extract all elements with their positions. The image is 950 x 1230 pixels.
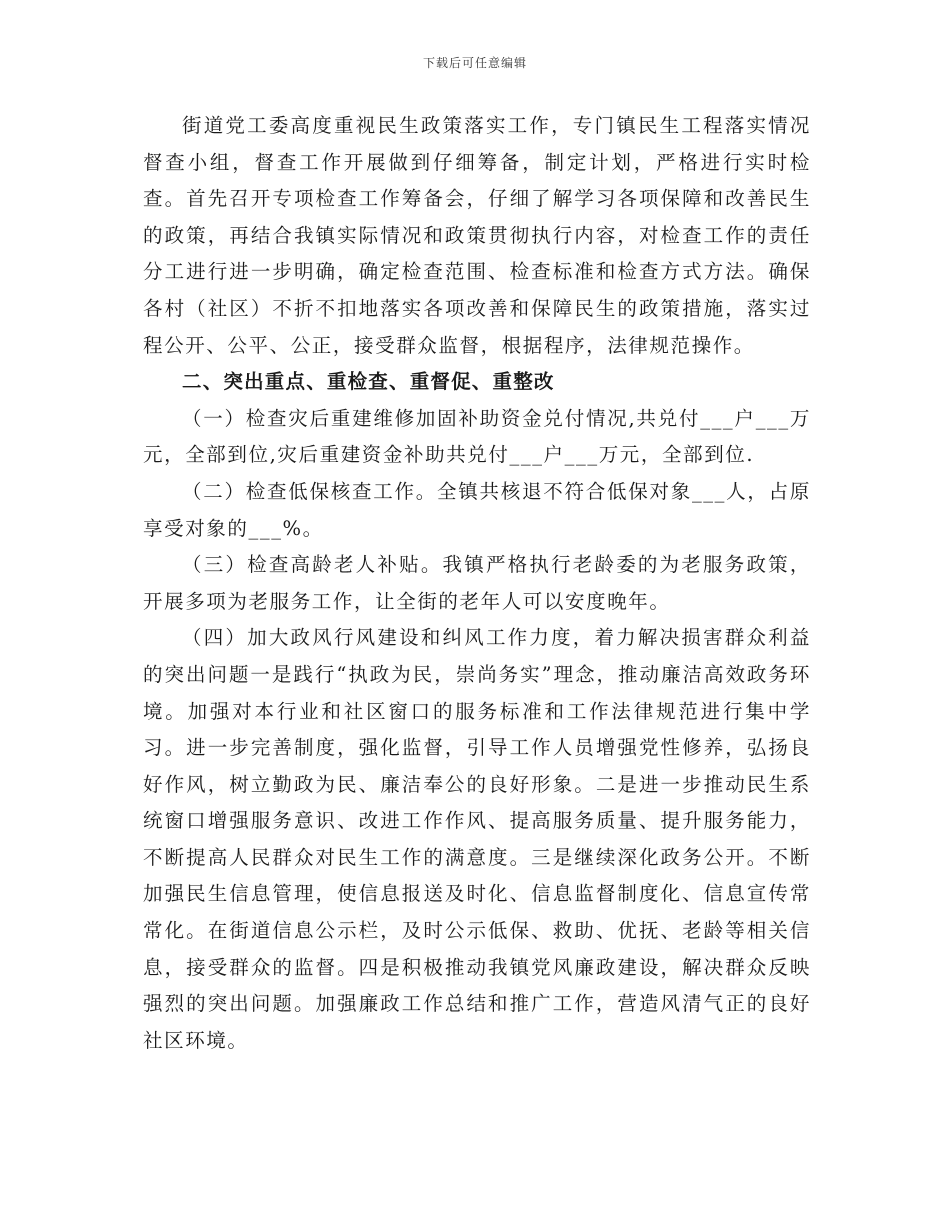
section-heading-2: 二、突出重点、重检查、重督促、重整改 [182,370,555,394]
document-body [143,108,811,1059]
page-header-note: 下载后可任意编辑 [422,56,527,70]
paragraph-item-4: （四）加大政风行风建设和纠风工作力度，着力解决损害群众利益的突出问题一是践行“执政为民，崇尚务实”理念，推动廉洁高效政务环境。加强对本行业和社区窗口的服务标准和工作法律规范进行集中学习。进一步完善制度，强化监督，引导工作人员增强党性修养，弘扬良好作风，树立勤政为民、廉洁奉公的良好形象。二是进一步推动民生系统窗口增强服务意识、改进工作作风、提高服务质量、提升服务能力，不断提高人民群众对民生工作的满意度。三是继续深化政务公开。不断加强民生信息管理，使信息报送及时化、信息监督制度化、信息宣传常常化。在街道信息公示栏，及时公示低保、救助、优抚、老龄等相关信息，接受群众的监督。四是积极推动我镇党风廉政建设，解决群众反映强烈的突出问题。加强廉政工作总结和推广工作，营造风清气正的良好社区环境。 [143,626,811,1052]
paragraph-inspection-preparation: 街道党工委高度重视民生政策落实工作，专门镇民生工程落实情况督查小组，督查工作开展做到仔细筹备，制定计划，严格进行实时检查。首先召开专项检查工作筹备会，仔细了解学习各项保障和改善民生的政策，再结合我镇实际情况和政策贯彻执行内容，对检查工作的责任分工进行进一步明确，确定检查范围、检查标准和检查方式方法。确保各村（社区）不折不扣地落实各项改善和保障民生的政策措施，落实过程公开、公平、公正，接受群众监督，根据程序，法律规范操作。 [143,114,811,357]
paragraph-item-2: （二）检查低保核查工作。全镇共核退不符合低保对象___人，占原享受对象的___%。 [143,479,811,540]
paragraph-item-3: （三）检查高龄老人补贴。我镇严格执行老龄委的为老服务政策，开展多项为老服务工作，让全街的老年人可以安度晚年。 [143,553,811,613]
paragraph-item-1: （一）检查灾后重建维修加固补助资金兑付情况,共兑付___户___万元，全部到位,灾后重建资金补助共兑付___户___万元，全部到位. [143,406,811,467]
